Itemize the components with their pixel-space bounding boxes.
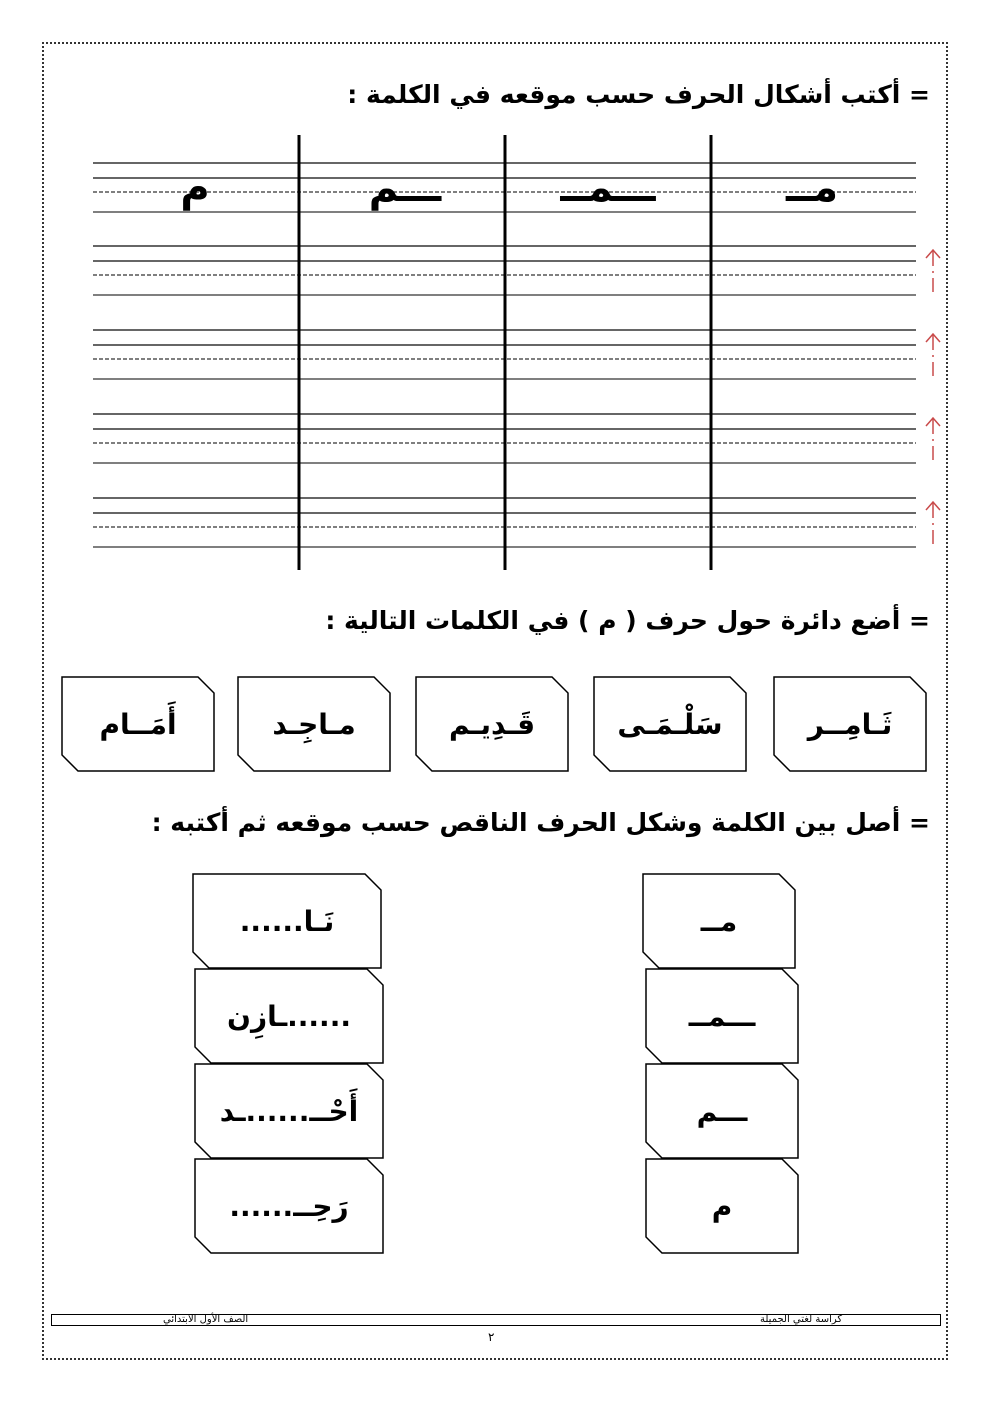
letter-form-card[interactable] [645,1158,799,1254]
word-card[interactable] [237,676,391,772]
word-text: ثَـامِــر [807,707,893,741]
letter-form-initial: مــ [785,165,839,211]
incomplete-word-card[interactable] [194,968,384,1064]
incomplete-word-text: ......ـازِن [227,999,351,1033]
letter-form-final: ـــم [368,165,442,211]
incomplete-word-card[interactable] [194,1063,384,1159]
word-text: أَمَــام [99,707,177,741]
up-arrow-icon [926,502,940,544]
letter-form-text: ـــمــ [688,999,756,1033]
section2-heading: = أضع دائرة حول حرف ( م ) في الكلمات التالية : [325,606,930,635]
word-card[interactable] [415,676,569,772]
incomplete-word-text: أَحْــ......ـد [219,1094,359,1128]
incomplete-word-text: رَحِــ...... [229,1189,349,1223]
word-card[interactable] [61,676,215,772]
footer-book-title: كراسة لغتي الجميلة [760,1314,843,1325]
up-arrow-icon [926,418,940,460]
letter-form-text: ـــم [696,1094,748,1128]
word-text: سَلْـمَـى [617,707,723,741]
letter-form-card[interactable] [642,873,796,969]
page-number: ٢ [488,1330,495,1344]
letter-form-isolated: م [180,165,210,211]
letter-form-card[interactable] [645,1063,799,1159]
letter-form-card[interactable] [645,968,799,1064]
letter-form-medial: ـــمــ [560,165,656,211]
section1-heading: = أكتب أشكال الحرف حسب موقعه في الكلمة : [347,80,930,109]
writing-grid [0,0,992,600]
letter-form-text: م [711,1189,733,1223]
incomplete-word-card[interactable] [194,1158,384,1254]
incomplete-word-card[interactable] [192,873,382,969]
up-arrow-icon [926,250,940,292]
up-arrow-icon [926,334,940,376]
word-card[interactable] [773,676,927,772]
letter-form-text: مــ [700,904,738,938]
word-text: قَـدِيـم [448,707,536,741]
word-text: مـاجِـد [272,707,356,741]
footer-grade: الصف الأول الابتدائي [163,1314,249,1325]
incomplete-word-text: نَـا...... [239,904,335,938]
section3-heading: = أصل بين الكلمة وشكل الحرف الناقص حسب موقعه ثم أكتبه : [151,808,930,837]
word-card[interactable] [593,676,747,772]
